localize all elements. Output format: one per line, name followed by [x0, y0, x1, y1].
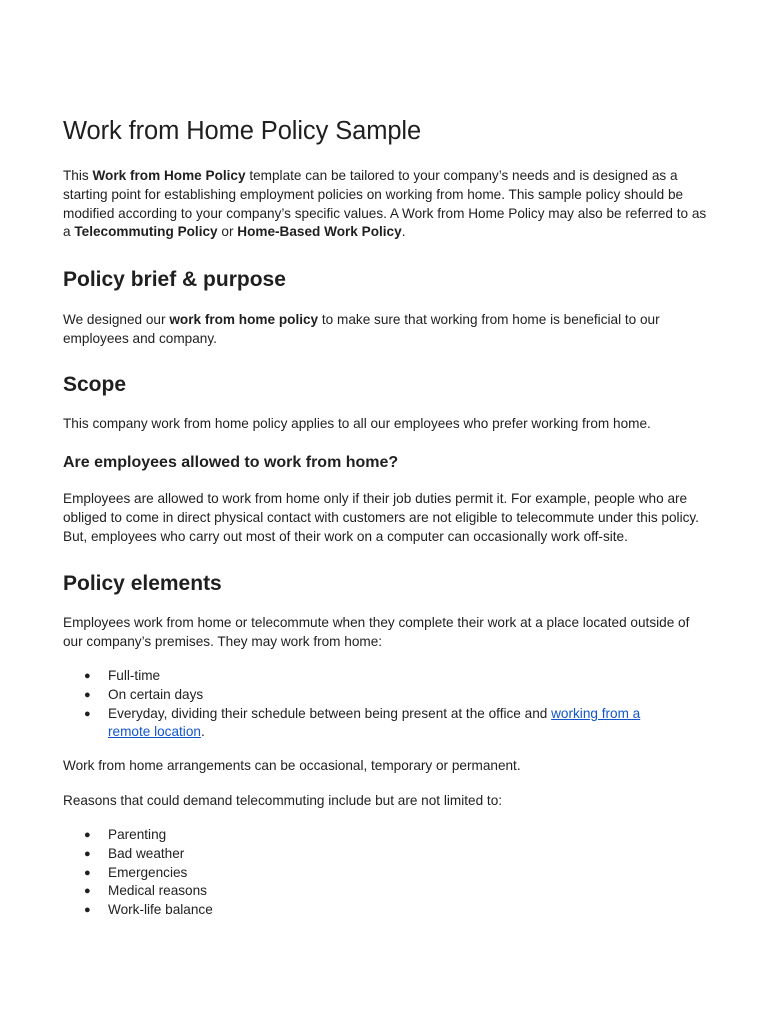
- list-item: [63, 845, 663, 864]
- list-item: [63, 826, 663, 845]
- bullet-icon: ●: [84, 885, 91, 898]
- intro-text: This: [63, 168, 93, 183]
- list-item: [63, 882, 663, 901]
- list-item-text: Emergencies: [108, 864, 188, 880]
- allowed-paragraph: Employees are allowed to work from home only if their job duties permit it. For example, people who are obliged to come in direct physical contact with customers are not eligible to telecommute under this policy. But, employees who carry out most of their work on a computer can occasionally work off-site.: [63, 491, 699, 544]
- list-item-text: Work-life balance: [108, 902, 213, 918]
- heading-scope: Scope: [63, 373, 127, 396]
- list-item: [63, 667, 663, 686]
- list-item-text: On certain days: [108, 686, 204, 702]
- heading-policy-elements: Policy elements: [63, 572, 222, 595]
- intro-bold-home-based: Home-Based Work Policy: [237, 224, 402, 240]
- brief-bold: work from home policy: [169, 312, 319, 327]
- intro-text: .: [401, 224, 406, 240]
- bullet-icon: ●: [84, 904, 91, 917]
- brief-text: to make sure that working from home is beneficial to our employees and company.: [63, 312, 660, 346]
- intro-text: or: [217, 224, 238, 240]
- list-item-text: Parenting: [108, 827, 167, 842]
- intro-text: template can be tailored to your company’s needs and is designed as a starting point for establishing employment policies on working from home. This sample policy should be modified according to your company’s specific values. A Work from Home Policy may also be referred to as a: [63, 168, 707, 240]
- bullet-icon: ●: [84, 707, 91, 720]
- brief-text: We designed our: [63, 312, 170, 327]
- intro-bold-policy: Work from Home Policy: [92, 168, 246, 183]
- reasons-intro-paragraph: Reasons that could demand telecommuting include but are not limited to:: [63, 793, 503, 808]
- list-item: [63, 686, 663, 705]
- bullet-icon: ●: [84, 829, 91, 841]
- brief-paragraph: [63, 311, 708, 349]
- reasons-list: [63, 826, 663, 920]
- document-title: Work from Home Policy Sample: [63, 117, 422, 145]
- bullet-icon: ●: [84, 688, 91, 701]
- list-item-text: Medical reasons: [108, 883, 207, 899]
- list-item-text: Full-time: [108, 668, 161, 683]
- bullet-icon: ●: [84, 847, 91, 860]
- remote-location-link[interactable]: working from a remote location: [108, 705, 641, 740]
- arrangements-paragraph: Work from home arrangements can be occasional, temporary or permanent.: [63, 758, 521, 773]
- work-modes-list: [63, 667, 663, 742]
- heading-policy-brief: Policy brief & purpose: [63, 268, 286, 291]
- list-item-text: .: [200, 724, 205, 740]
- list-item: [63, 705, 663, 743]
- bullet-icon: ●: [84, 670, 91, 682]
- list-item-text: Everyday, dividing their schedule between being present at the office and: [108, 705, 552, 721]
- bullet-icon: ●: [84, 866, 91, 879]
- elements-paragraph: Employees work from home or telecommute when they complete their work at a place located outside of our company’s premises. They may work from home:: [63, 615, 690, 649]
- list-item: [63, 901, 663, 920]
- heading-allowed: Are employees allowed to work from home?: [63, 454, 399, 471]
- scope-paragraph: This company work from home policy applies to all our employees who prefer working from home.: [63, 416, 651, 431]
- intro-paragraph: [63, 167, 708, 242]
- list-item-text: Bad weather: [108, 845, 185, 861]
- list-item: [63, 864, 663, 883]
- intro-bold-telecommuting: Telecommuting Policy: [74, 224, 218, 240]
